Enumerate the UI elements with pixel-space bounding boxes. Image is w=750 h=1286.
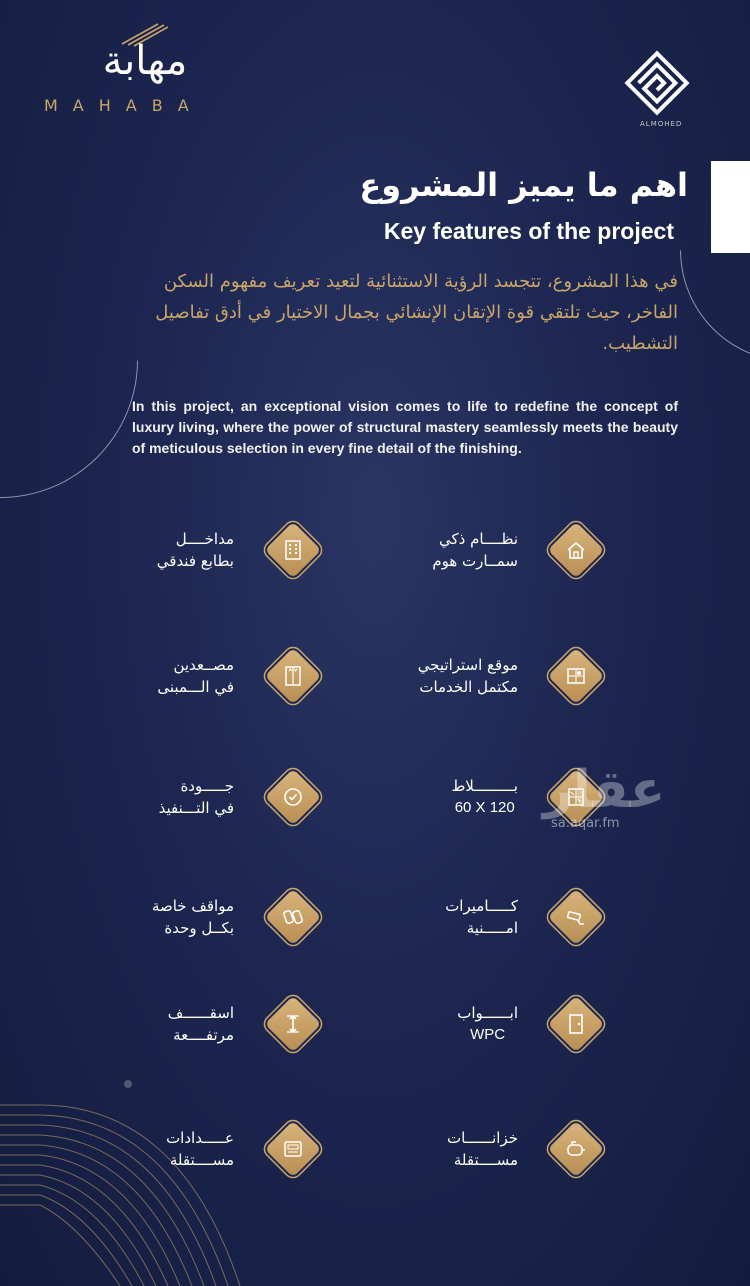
building-icon [281,538,305,562]
page-title-ar: اهم ما يميز المشروع [359,166,688,204]
decorative-arc-right [680,250,750,362]
brand-name-en: MAHABA [44,96,204,115]
water-tank-icon [564,1137,588,1161]
high-ceiling-icon [281,1012,305,1036]
feature-label [418,654,518,698]
feature-label-line2: WPC [470,1026,506,1043]
developer-logo-icon [622,48,692,118]
watermark-logo: عقار [543,760,666,820]
developer-logo-label: ALMOHED [640,120,683,128]
feature-label-line2: في التـــنفيذ [158,799,234,817]
quality-badge-icon [281,785,305,809]
feature-label-line2: مرتفــــعة [173,1026,234,1044]
brand-name-ar: مهابة [102,38,188,84]
feature-label-line1: جـــــودة [180,777,234,795]
feature-label-line2: في الـــمبنى [157,678,234,696]
feature-label [445,895,518,939]
feature-icon-tile [548,1121,605,1178]
feature-label-line1: مواقف خاصة [151,897,234,915]
feature-label-line2: مســــتقلة [453,1151,518,1169]
feature-label-line1: مداخــــل [175,530,234,548]
feature-label [447,1127,518,1171]
feature-label-line1: موقع استراتيجي [417,656,518,674]
feature-label-line1: مصــعدين [173,656,234,674]
feature-label-line2: بكــل وحدة [164,919,234,937]
feature-label-line2: بطابع فندقي [156,552,234,570]
feature-label-line1: بـــــــــلاط [451,777,518,795]
feature-label-line2: سمــارت هوم [432,552,518,570]
parking-cars-icon [281,905,305,929]
feature-label [157,654,234,698]
feature-label-line1: اسقــــــف [167,1004,234,1022]
security-camera-icon [564,905,588,929]
elevator-icon [281,664,305,688]
feature-icon-tile [548,996,605,1053]
feature-icon-tile [265,769,322,826]
smart-home-icon [564,538,588,562]
feature-icon-tile [548,889,605,946]
intro-text-ar: في هذا المشروع، تتجسد الرؤية الاستثنائية لتعيد تعريف مفهوم السكن الفاخر، حيث تلتقي قوة الإتقان الإنشائي بجمال الاختيار في أدق تفاصيل التشطيب. [155,271,678,354]
meter-icon [281,1137,305,1161]
feature-label-line1: خزانــــــات [447,1129,518,1147]
feature-label-line2: مســــتقلة [169,1151,234,1169]
feature-label-line2: 60 X 120 [454,799,515,816]
feature-icon-tile [265,996,322,1053]
decorative-dot [124,1080,132,1088]
feature-icon-tile [548,648,605,705]
watermark-url: sa.aqar.fm [551,816,620,831]
feature-label [457,1002,518,1046]
feature-label [451,775,518,819]
feature-label [152,895,234,939]
feature-icon-tile [265,889,322,946]
feature-icon-tile [265,1121,322,1178]
page-title-en: Key features of the project [383,218,674,244]
intro-text-en: In this project, an exceptional vision comes to life to redefine the concept of luxury living, where the power of structural mastery seamlessly meets the beauty of meticulous selection in every fine detail of the finishing. [132,398,678,456]
feature-label [157,528,234,572]
feature-label-line1: كـــــاميرات [445,897,518,915]
feature-icon-tile [548,522,605,579]
feature-label [159,775,234,819]
feature-label-line2: مكتمل الخدمات [419,678,518,696]
feature-label [432,528,518,572]
feature-label-line1: ابــــــواب [457,1004,518,1022]
feature-label-line1: عـــــدادات [166,1129,234,1147]
white-tab [711,161,750,253]
feature-label-line1: نظــــام ذكي [438,530,518,548]
feature-icon-tile [265,648,322,705]
feature-label [166,1127,234,1171]
feature-icon-tile [265,522,322,579]
door-icon [564,1012,588,1036]
feature-label-line2: امـــــنية [466,919,518,937]
decorative-waves [0,1095,260,1286]
location-map-icon [564,664,588,688]
decorative-arc-left [0,360,138,498]
feature-label [168,1002,234,1046]
